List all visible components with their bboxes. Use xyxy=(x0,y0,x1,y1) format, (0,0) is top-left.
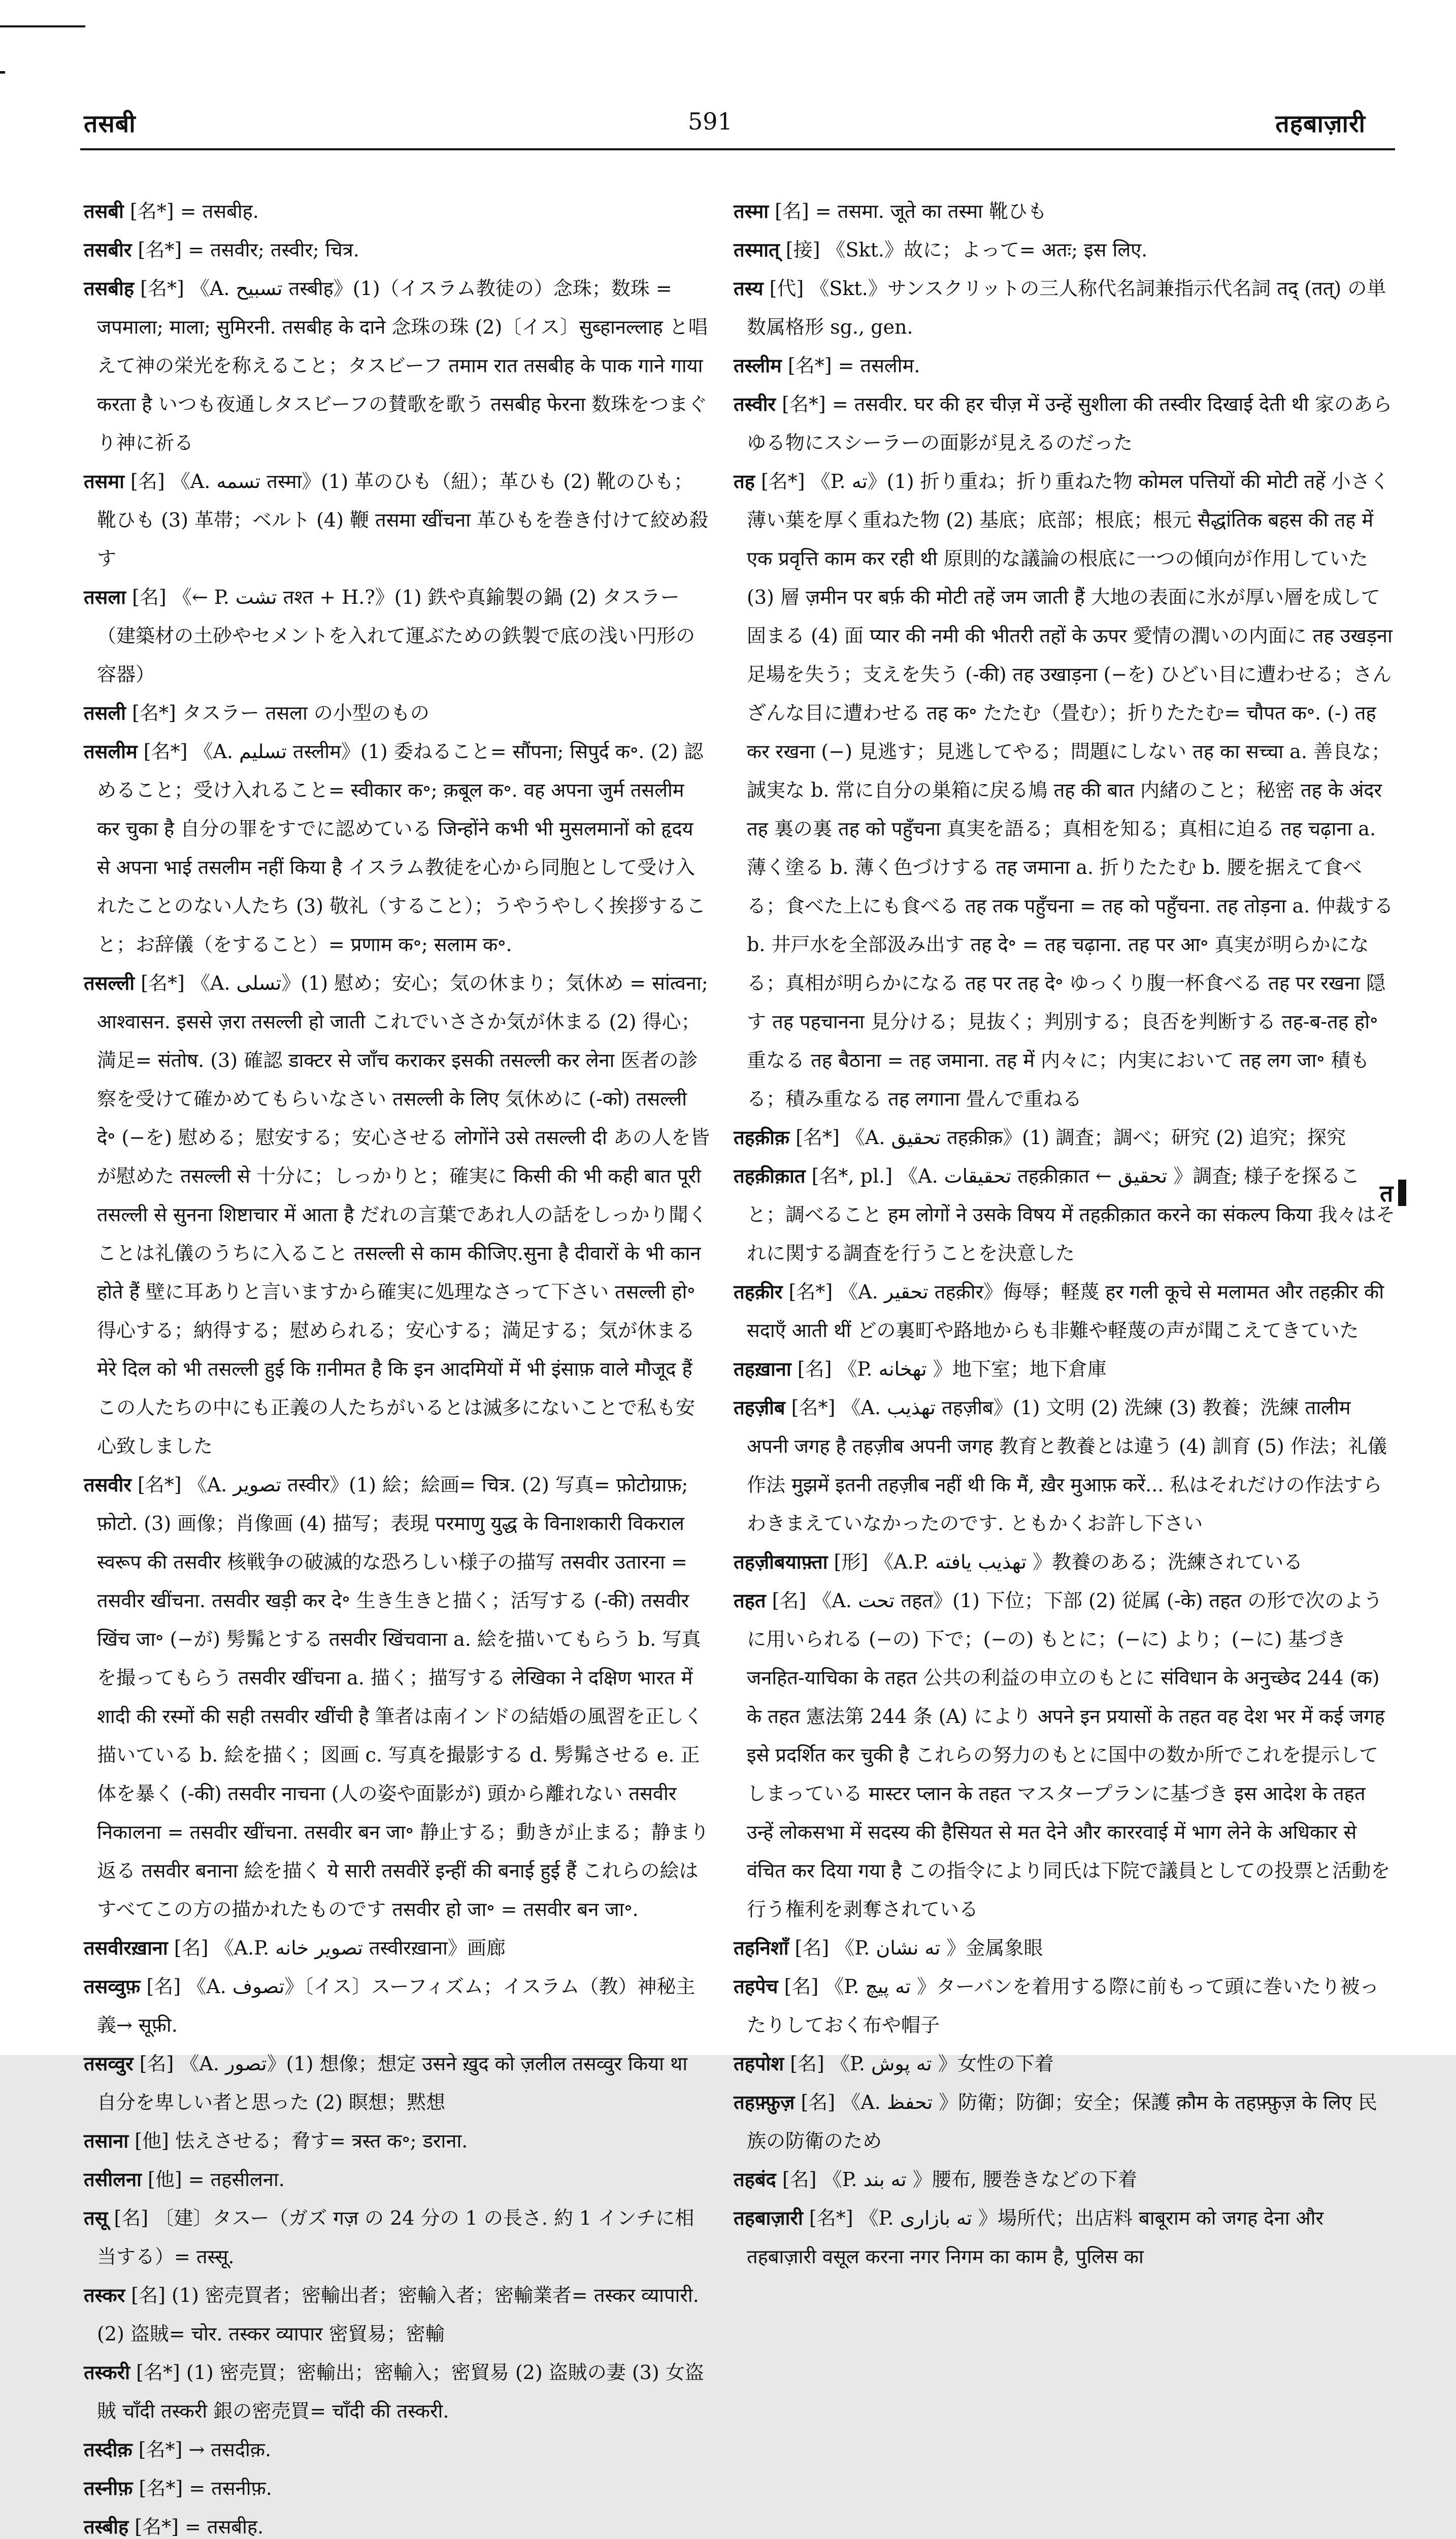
entry-pos-tag: [接] xyxy=(785,239,820,261)
left-column xyxy=(84,192,711,2539)
dictionary-entry xyxy=(734,1929,1396,1967)
dictionary-entry xyxy=(84,2353,711,2430)
entry-headword: तस्बीह xyxy=(84,2515,129,2538)
entry-pos-tag: [名] xyxy=(130,470,165,493)
dictionary-entry xyxy=(84,964,711,1466)
entry-pos-tag: [名*] xyxy=(760,470,805,493)
entry-pos-tag: [名*] xyxy=(136,2361,180,2384)
dictionary-entry xyxy=(734,1350,1396,1388)
entry-pos-tag: [名*] xyxy=(139,2477,183,2499)
dictionary-entry xyxy=(84,231,711,269)
entry-headword: तह xyxy=(734,470,755,493)
entry-headword: तसला xyxy=(84,585,126,608)
entry-body: 《A. تسلى》(1) 慰め；安心；気の休まり；気休め = सांत्वना; आश्वासन. इससे ज़रा तसल्ली हो जाती これでいささか気が休まる (2) 得心；満足= संतोष. (3) 確認 डाक्टर से जाँच कराकर इसकी तसल्ली कर लेना 医者の診察を受けて確かめてもらいなさい तसल्ली के लिए 気休めに (-को) तसल्ली दे॰ (−を) 慰める；慰安する；安心させる लोगोंने उसे तसल्ली दी あの人を皆が慰めた तसल्ली से 十分に；しっかりと；確実に किसी की भी कही बात पूरी तसल्ली से सुनना शिष्टाचार में आता है だれの言葉であれ人の話をしっかり聞くことは礼儀のうちに入ること तसल्ली से काम कीजिए.सुना है दीवारों के भी कान होते हैं 壁に耳ありと言いますから確実に処理なさって下さい तसल्ली हो॰ 得心する；納得する；慰められる；安心する；満足する；気が休まる मेरे दिल को भी तसल्ली हुई कि ग़नीमत है कि इन आदमियों में भी इंसाफ़ वाले मौजूद हैं この人たちの中にも正義の人たちがいるとは滅多にないことで私も安心致しました xyxy=(97,972,710,1457)
dictionary-entry xyxy=(84,2160,711,2199)
entry-pos-tag: [名] xyxy=(146,1975,181,1998)
entry-headword: तस्वीर xyxy=(734,393,776,415)
dictionary-entry xyxy=(734,462,1396,1118)
entry-body: 怯えさせる；脅す= त्रस्त क॰; डराना. xyxy=(175,2130,468,2152)
entry-body: 《P. ته پيچ 》ターバンを着用する際に前もって頭に巻いたり被ったりしておく布や帽子 xyxy=(747,1975,1379,2036)
dictionary-entry xyxy=(84,269,711,462)
entry-pos-tag: [名*] xyxy=(796,1126,840,1149)
entry-body: 〔建〕タスー（ガズ गज़ の 24 分の 1 の長さ. 約 1 インチに相当する）= तस्सू. xyxy=(97,2207,694,2268)
entry-body: 《A. تصوف》〔イス〕スーフィズム；イスラム（教）神秘主義→ सूफ़ी. xyxy=(97,1975,696,2036)
entry-headword: तहक़ीक़ xyxy=(734,1126,790,1149)
entry-headword: तस्य xyxy=(734,277,764,300)
dictionary-entry xyxy=(84,1967,711,2044)
entry-headword: तसव्वुर xyxy=(84,2052,134,2075)
dictionary-entry xyxy=(734,192,1396,231)
entry-headword: तस्कर xyxy=(84,2284,125,2306)
entry-pos-tag: [名*] xyxy=(137,1474,182,1496)
entry-headword: तसवीरख़ाना xyxy=(84,1936,168,1959)
running-head-right: तहबाज़ारी xyxy=(1275,110,1366,138)
dictionary-entry xyxy=(84,192,711,231)
entry-body: 《P. ته》(1) 折り重ね；折り重ねた物 कोमल पत्तियों की मोटी तहें 小さく薄い葉を厚く重ねた物 (2) 基底；底部；根底；根元 सैद्धांतिक बहस की तह में एक प्रवृत्ति काम कर रही थी 原則的な議論の根底に一つの傾向が作用していた (3) 層 ज़मीन पर बर्फ़ की मोटी तहें जम जाती हैं 大地の表面に氷が厚い層を成して固まる (4) 面 प्यार की नमी की भीतरी तहों के ऊपर 愛情の潤いの内面に तह उखड़ना 足場を失う；支えを失う (-की) तह उखाड़ना (−を) ひどい目に遭わせる；さんざんな目に遭わせる तह क॰ たたむ（畳む）；折りたたむ= चौपत क॰. (-) तह कर रखना (−) 見逃す；見逃してやる；問題にしない तह का सच्चा a. 善良な；誠実な b. 常に自分の巣箱に戻る鳩 तह की बात 内緒のこと；秘密 तह के अंदर तह 裏の裏 तह को पहुँचना 真実を語る；真相を知る；真相に迫る तह चढ़ाना a. 薄く塗る b. 薄く色づけする तह जमाना a. 折りたたむ b. 腰を据えて食べる；食べた上にも食べる तह तक पहुँचना = तह को पहुँचना. तह तोड़ना a. 仲裁する b. 井戸水を全部汲み出す तह दे॰ = तह चढ़ाना. तह पर आ॰ 真実が明らかになる；真相が明らかになる तह पर तह दे॰ ゆっくり腹一杯食べる तह पर रखना 隠す तह पहचानना 見分ける；見抜く；判別する；良否を判断する तह-ब-तह हो॰ 重なる तह बैठाना = तह जमाना. तह में 内々に；内実において तह लग जा॰ 積もる；積み重なる तह लगाना 畳んで重ねる xyxy=(747,470,1394,1110)
entry-body: 《P. ته بند 》腰布, 腰巻きなどの下着 xyxy=(822,2168,1137,2191)
entry-headword: तसलीम xyxy=(84,740,138,763)
entry-headword: तस्मा xyxy=(734,200,769,222)
entry-headword: तहफ़्फ़ुज़ xyxy=(734,2091,795,2113)
entry-pos-tag: [名*] xyxy=(141,972,185,994)
dictionary-entry xyxy=(734,269,1396,346)
thumb-index-tab xyxy=(1380,1177,1406,1209)
entry-pos-tag: [名*] xyxy=(135,2516,179,2538)
running-head-left: तसबी xyxy=(84,110,136,138)
entry-headword: तहक़ीर xyxy=(734,1280,783,1303)
dictionary-entry xyxy=(84,1466,711,1929)
entry-body: = तहसीलना. xyxy=(188,2168,285,2191)
entry-headword: तसव्वुफ़ xyxy=(84,1975,141,1998)
entry-body: 《← P. تشت तश्त + H.?》(1) 鉄や真鍮製の鍋 (2) タスラー（建築材の土砂やセメントを入れて運ぶための鉄製で底の浅い円形の容器） xyxy=(97,586,696,686)
header-rule xyxy=(80,148,1395,150)
entry-pos-tag: [名] xyxy=(114,2207,149,2229)
entry-body: 《A. تحقيق तहक़ीक़》(1) 調査；調べ；研究 (2) 追究；探究 xyxy=(845,1126,1346,1149)
entry-body: = तसबीह. xyxy=(185,2516,264,2538)
entry-body: = तसबीह. xyxy=(180,200,259,222)
entry-pos-tag: [他] xyxy=(135,2130,169,2152)
entry-headword: तस्लीम xyxy=(734,354,782,377)
entry-pos-tag: [名*] xyxy=(140,277,184,300)
entry-pos-tag: [代] xyxy=(769,277,804,300)
dictionary-entry xyxy=(734,2160,1396,2199)
dictionary-entry xyxy=(84,2469,711,2508)
entry-body: = तसलीम. xyxy=(838,354,920,377)
entry-headword: तसू xyxy=(84,2206,108,2229)
entry-pos-tag: [名*] xyxy=(791,1396,836,1419)
entry-pos-tag: [名*] xyxy=(143,740,188,763)
dictionary-entry xyxy=(734,1388,1396,1543)
entry-pos-tag: [名] xyxy=(772,1589,807,1612)
entry-body: 《A. تحقيقات तहक़ीक़ात ← تحقيق 》調査; 様子を探ること；調べること हम लोगों ने उसके विषय में तहक़ीक़ात करने का संकल्प किया 我々はそれに関する調査を行うことを決意した xyxy=(747,1165,1396,1264)
entry-body: 《A. تصوير तस्वीर》(1) 絵；絵画= चित्र. (2) 写真= फ़ोटोग्राफ़; फ़ोटो. (3) 画像；肖像画 (4) 描写；表現 परमाणु युद्ध के विनाशकारी विकराल स्वरूप की तसवीर 核戦争の破滅的な恐ろしい様子の描写 तसवीर उतारना = तसवीर खींचना. तसवीर खड़ी कर दे॰ 生き生きと描く；活写する (-की) तसवीर खिंच जा॰ (−が) 髣髴とする तसवीर खिंचवाना a. 絵を描いてもらう b. 写真を撮ってもらう तसवीर खींचना a. 描く；描写する लेखिका ने दक्षिण भारत में शादी की रस्मों की सही तसवीर खींची है 筆者は南インドの結婚の風習を正しく描いている b. 絵を描く；図画 c. 写真を撮影する d. 髣髴させる e. 正体を暴く (-की) तसवीर नाचना (人の姿や面影が) 頭から離れない तसवीर निकालना = तसवीर खींचना. तसवीर बन जा॰ 静止する；動きが止まる；静まり返る तसवीर बनाना 絵を描く ये सारी तसवीरें इन्हीं की बनाई हुई हैं これらの絵はすべてこの方の描かれたものです तसवीर हो जा॰ = तसवीर बन जा॰. xyxy=(97,1474,709,1920)
dictionary-entry xyxy=(734,1118,1396,1157)
dictionary-entry xyxy=(734,385,1396,462)
entry-body: = तसमा. जूते का तस्मा 靴ひも xyxy=(815,200,1047,222)
entry-body: タスラー तसला の小型のもの xyxy=(182,702,429,724)
entry-headword: तसबी xyxy=(84,200,124,222)
entry-pos-tag: [名] xyxy=(784,1975,819,1998)
dictionary-entry xyxy=(734,1967,1396,2044)
entry-pos-tag: [名*] xyxy=(129,200,174,222)
entry-headword: तहबंद xyxy=(734,2168,776,2191)
entry-headword: तस्करी xyxy=(84,2361,130,2384)
entry-headword: तसमा xyxy=(84,470,124,493)
entry-headword: तहख़ाना xyxy=(734,1357,791,1380)
dictionary-entry xyxy=(84,1929,711,1967)
entry-pos-tag: [名*] xyxy=(138,239,182,261)
entry-headword: तसली xyxy=(84,701,126,724)
entry-pos-tag: [名*] xyxy=(809,2207,853,2229)
entry-body: = तसनीफ़. xyxy=(189,2477,272,2499)
dictionary-entry xyxy=(734,1543,1396,1581)
entry-headword: तसीलना xyxy=(84,2168,142,2191)
entry-body: → तसदीक़. xyxy=(188,2438,272,2461)
entry-headword: तसबीह xyxy=(84,277,135,300)
entry-body: 《P. تهخانه 》地下室；地下倉庫 xyxy=(838,1358,1107,1380)
dictionary-entry xyxy=(734,1273,1396,1350)
entry-headword: तहपोश xyxy=(734,2052,784,2075)
entry-pos-tag: [名] xyxy=(801,2091,836,2113)
entry-pos-tag: [名*, pl.] xyxy=(811,1165,893,1187)
entry-body: 《A. تصور》(1) 想像；想定 उसने ख़ुद को ज़लील तसव्वुर किया था 自分を卑しい者と思った (2) 瞑想；黙想 xyxy=(97,2053,688,2113)
entry-body: 《A.P. تهذيب يافته 》教養のある；洗練されている xyxy=(874,1551,1303,1573)
entry-headword: तहज़ीबयाफ़्ता xyxy=(734,1550,828,1573)
entry-pos-tag: [他] xyxy=(147,2168,182,2191)
entry-pos-tag: [名] xyxy=(174,1937,209,1959)
thumb-tab-bar-icon xyxy=(1398,1180,1406,1206)
entry-pos-tag: [名] xyxy=(132,586,167,608)
entry-body: 《Skt.》故に；よって= अतः; इस लिए. xyxy=(826,239,1148,261)
dictionary-entry xyxy=(84,2430,711,2469)
dictionary-entry xyxy=(734,2083,1396,2160)
right-column xyxy=(734,192,1396,2276)
entry-headword: तहक़ीक़ात xyxy=(734,1164,806,1187)
dictionary-entry xyxy=(84,578,711,694)
entry-headword: तसवीर xyxy=(84,1473,131,1496)
entry-body: 《A. تسليم तस्लीम》(1) 委ねること= सौंपना; सिपुर्द क॰. (2) 認めること；受け入れること= स्वीकार क॰; क़बूल क॰. वह अपना जुर्म तसलीम कर चुका है 自分の罪をすでに認めている जिन्होंने कभी भी मुसलमानों को हृदय से अपना भाई तसलीम नहीं किया है イスラム教徒を心から同胞として受け入れたことのない人たち (3) 敬礼（すること）；うやうやしく挨拶すること；お辞儀（をすること）= प्रणाम क॰; सलाम क॰. xyxy=(97,740,706,956)
dictionary-entry xyxy=(734,1581,1396,1929)
dictionary-entry xyxy=(84,2199,711,2276)
entry-headword: तसाना xyxy=(84,2129,129,2152)
dictionary-entry xyxy=(84,732,711,964)
entry-body: 《A. تحت तहत》(1) 下位；下部 (2) 従属 (-के) तहत の形で次のように用いられる (−の) 下で；(−の) もとに；(−に) より；(−に) 基づき जनहित-याचिका के तहत 公共の利益の申立のもとに संविधान के अनुच्छेद 244 (क) के तहत 憲法第 244 条 (A) により अपने इन प्रयासों के तहत वह देश भर में कई जगह इसे प्रदर्शित कर चुकी है これらの努力のもとに国中の数か所でこれを提示してしまっている मास्टर प्लान के तहत マスタープランに基づき इस आदेश के तहत उन्हें लोकसभा में सदस्य की हैसियत से मत देने और काररवाई में भाग लेने के अधिकार से वंचित कर दिया गया है この指令により同氏は下院で議員としての投票と活動を行う権利を剥奪されている xyxy=(747,1589,1391,1920)
entry-pos-tag: [名] xyxy=(782,2168,817,2191)
entry-body: 《P. ته بازارى 》場所代；出店料 बाबूराम को जगह देना और तहबाज़ारी वसूल करना नगर निगम का काम है, पुलिस का xyxy=(747,2207,1324,2268)
dictionary-entry xyxy=(84,2276,711,2353)
entry-headword: तहपेच xyxy=(734,1975,778,1998)
entry-headword: तसबीर xyxy=(84,238,132,261)
thumb-tab-letter: त xyxy=(1380,1180,1394,1207)
page-number: 591 xyxy=(688,108,733,135)
dictionary-entry xyxy=(734,2044,1396,2083)
entry-pos-tag: [名] xyxy=(797,1358,832,1380)
entry-body: 《A.P. تصوير خانه तस्वीरख़ाना》画廊 xyxy=(214,1937,506,1959)
entry-pos-tag: [名] xyxy=(775,200,809,222)
dictionary-entry xyxy=(84,2122,711,2160)
entry-body: (1) 密売買者；密輸出者；密輸入者；密輸業者= तस्कर व्यापारी. (2) 盗賊= चोर. तस्कर व्यापार 密貿易；密輸 xyxy=(97,2284,699,2345)
entry-body: 《P. ته نشان 》金属象眼 xyxy=(835,1937,1043,1959)
entry-headword: तहनिशाँ xyxy=(734,1936,789,1959)
entry-body: 《A. تسبيح तस्बीह》(1)（イスラム教徒の）念珠；数珠 = जपमाला; माला; सुमिरनी. तसबीह के दाने 念珠の珠 (2)〔イス〕सुब्हानल्लाह と唱えて神の栄光を称えること；タスビーフ तमाम रात तसबीह के पाक गाने गाया करता है いつも夜通しタスビーフの賛歌を歌う तसबीह फेरना 数珠をつまぐり神に祈る xyxy=(97,277,708,454)
dictionary-entry xyxy=(734,231,1396,269)
entry-body: 《P. ته پوش 》女性の下着 xyxy=(830,2053,1054,2075)
dictionary-entry xyxy=(734,346,1396,385)
entry-pos-tag: [名] xyxy=(131,2284,166,2306)
entry-body: 《A. تحفظ 》防衛；防御；安全；保護 क़ौम के तहफ़्फ़ुज़ के लिए 民族の防衛のため xyxy=(747,2091,1377,2152)
entry-headword: तसल्ली xyxy=(84,971,135,994)
entry-body: 《Skt.》サンスクリットの三人称代名詞兼指示代名詞 तद् (तत्) の単数属格形 sg., gen. xyxy=(747,277,1386,338)
dictionary-entry xyxy=(84,2508,711,2539)
dictionary-entry xyxy=(84,2044,711,2122)
entry-pos-tag: [名] xyxy=(139,2053,174,2075)
entry-body: 《A. تهذيب तहज़ीब》(1) 文明 (2) 洗練 (3) 教養；洗練 तालीम अपनी जगह है तहज़ीब अपनी जगह 教育と教養とは違う (4) 訓育 (5) 作法；礼儀作法 मुझमें इतनी तहज़ीब नहीं थी कि मैं, ख़ैर मुआफ़ करें... 私はそれだけの作法すらわきまえていなかったのです. ともかくお許し下さい xyxy=(747,1396,1387,1535)
entry-headword: तहत xyxy=(734,1589,766,1612)
entry-headword: तस्मात् xyxy=(734,238,780,261)
entry-headword: तस्दीक़ xyxy=(84,2438,133,2461)
dictionary-entry xyxy=(84,462,711,578)
entry-pos-tag: [名] xyxy=(795,1937,830,1959)
entry-headword: तस्नीफ़ xyxy=(84,2477,133,2499)
entry-headword: तहबाज़ारी xyxy=(734,2206,803,2229)
entry-pos-tag: [名*] xyxy=(138,2438,183,2461)
entry-pos-tag: [名] xyxy=(790,2053,824,2075)
entry-pos-tag: [名*] xyxy=(782,393,826,415)
entry-pos-tag: [名*] xyxy=(788,1281,833,1303)
entry-body: = तसवीर; तस्वीर; चित्र. xyxy=(188,239,359,261)
dictionary-entry xyxy=(734,1157,1396,1273)
entry-pos-tag: [名*] xyxy=(787,354,832,377)
entry-pos-tag: [名*] xyxy=(132,702,176,724)
entry-pos-tag: [形] xyxy=(834,1551,869,1573)
dictionary-entry xyxy=(84,694,711,732)
entry-body: 《A. تسمه तस्मा》(1) 革のひも（紐）；革ひも (2) 靴のひも；靴ひも (3) 革帯；ベルト (4) 鞭 तसमा खींचना 革ひもを巻き付けて絞め殺す xyxy=(97,470,709,570)
entry-headword: तहज़ीब xyxy=(734,1396,785,1419)
entry-body: 《A. تحقير तहक़ीर》侮辱；軽蔑 हर गली कूचे से मलामत और तहक़ीर की सदाएँ आती थीं どの裏町や路地からも非難や軽蔑の声が聞こえてきていた xyxy=(747,1281,1384,1342)
scan-artifact-line xyxy=(0,71,5,74)
entry-body: (1) 密売買；密輸出；密輸入；密貿易 (2) 盗賊の妻 (3) 女盗賊 चाँदी तस्करी 銀の密売買= चाँदी की तस्करी. xyxy=(97,2361,704,2422)
scan-artifact-line xyxy=(0,25,85,27)
dictionary-entry xyxy=(734,2199,1396,2276)
entry-body: = तसवीर. घर की हर चीज़ में उन्हें सुशीला की तस्वीर दिखाई देती थी 家のあらゆる物にスシーラーの面影が見えるのだった xyxy=(747,393,1393,454)
